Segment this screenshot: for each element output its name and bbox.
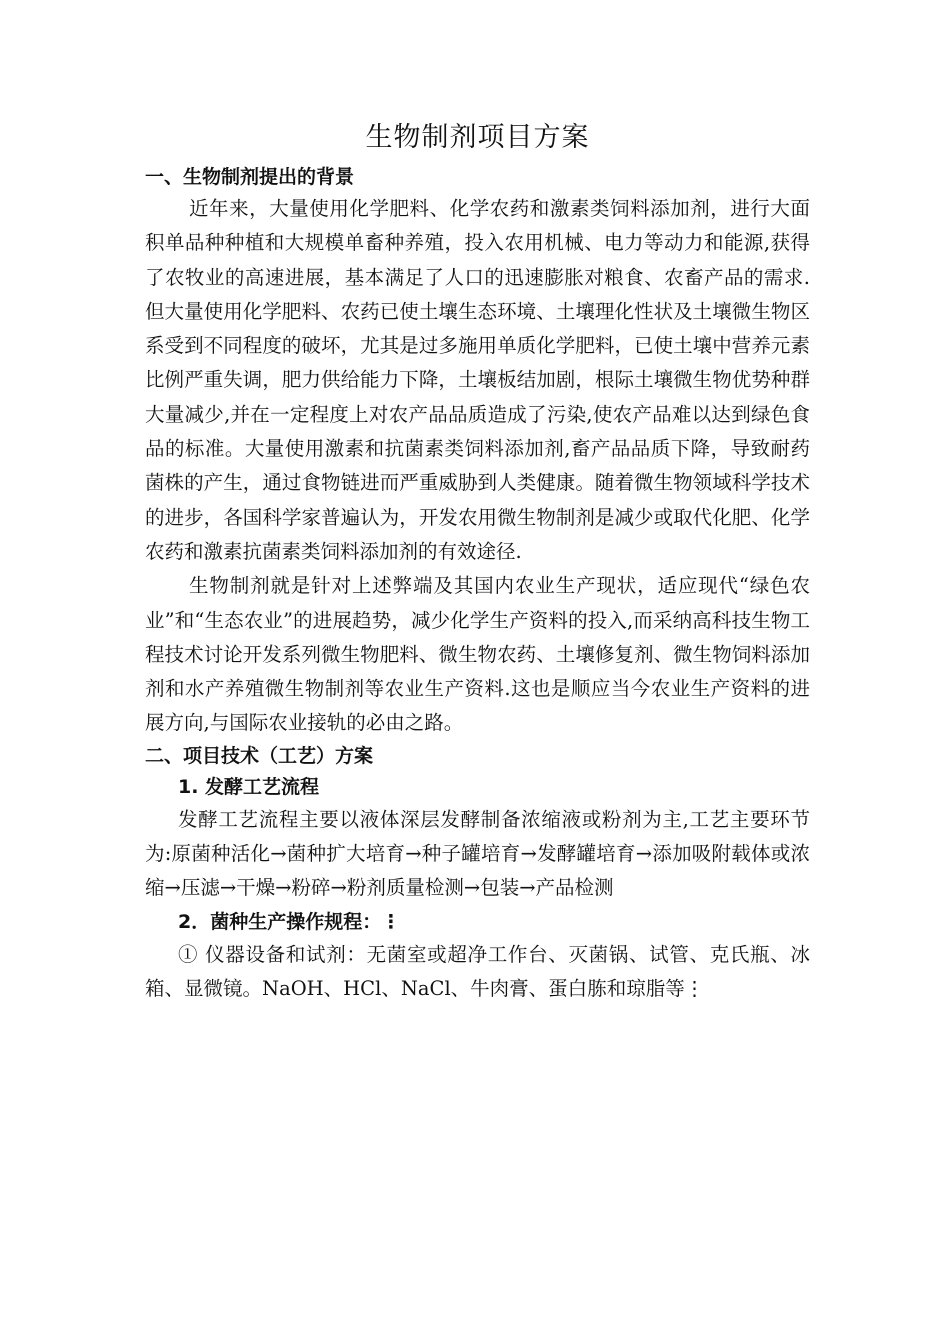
section-heading-technical-plan: 二、项目技术（工艺）方案 (145, 744, 374, 767)
paragraph-equipment-reagents: ① 仪器设备和试剂：无菌室或超净工作台、灭菌锅、试管、克氏瓶、冰箱、显微镜。NaOH、HCl、NaCl、牛肉膏、蛋白胨和琼脂等⋮ (145, 942, 810, 1000)
paragraph-background-1: 近年来，大量使用化学肥料、化学农药和激素类饲料添加剂，进行大面积单品种种植和大规模单畜种养殖，投入农用机械、电力等动力和能源,获得了农牧业的高速进展，基本满足了人口的迅速膨胀对粮食、农畜产品的需求.但大量使用化学肥料、农药已使土壤生态环境、土壤理化性状及土壤微生物区系受到不同程度的破坏，尤其是过多施用单质化学肥料，已使土壤中营养元素比例严重失调，肥力供给能力下降，土壤板结加剧，根际土壤微生物优势种群大量减少,并在一定程度上对农产品品质造成了污染,使农产品难以达到绿色食品的标准。大量使用激素和抗菌素类饲料添加剂,畜产品品质下降，导致耐药菌株的产生，通过食物链进而严重威胁到人类健康。随着微生物领域科学技术的进步，各国科学家普遍认为，开发农用微生物制剂是减少或取代化肥、化学农药和激素抗菌素类饲料添加剂的有效途径. (145, 197, 810, 563)
document-body (145, 118, 810, 1006)
paragraph-background-2: 生物制剂就是针对上述弊端及其国内农业生产现状，适应现代“绿色农业”和“生态农业”的进展趋势，减少化学生产资料的投入,而采纳高科技生物工程技术讨论开发系列微生物肥料、微生物农药、土壤修复剂、微生物饲料添加剂和水产养殖微生物制剂等农业生产资料.这也是顺应当今农业生产资料的进展方向,与国际农业接轨的必由之路。 (145, 574, 810, 735)
section-heading-background: 一、生物制剂提出的背景 (145, 166, 355, 188)
document-title: 生物制剂项目方案 (365, 122, 590, 153)
subheading-fermentation-process: 1. 发酵工艺流程 (178, 775, 320, 798)
paragraph-fermentation-process: 发酵工艺流程主要以液体深层发酵制备浓缩液或粉剂为主,工艺主要环节为:原菌种活化→菌种扩大培育→种子罐培育→发酵罐培育→添加吸附载体或浓缩→压滤→干燥→粉碎→粉剂质量检测→包装→产品检测 (145, 807, 810, 900)
subheading-strain-procedure: 2．菌种生产操作规程：⋮ (178, 910, 401, 933)
